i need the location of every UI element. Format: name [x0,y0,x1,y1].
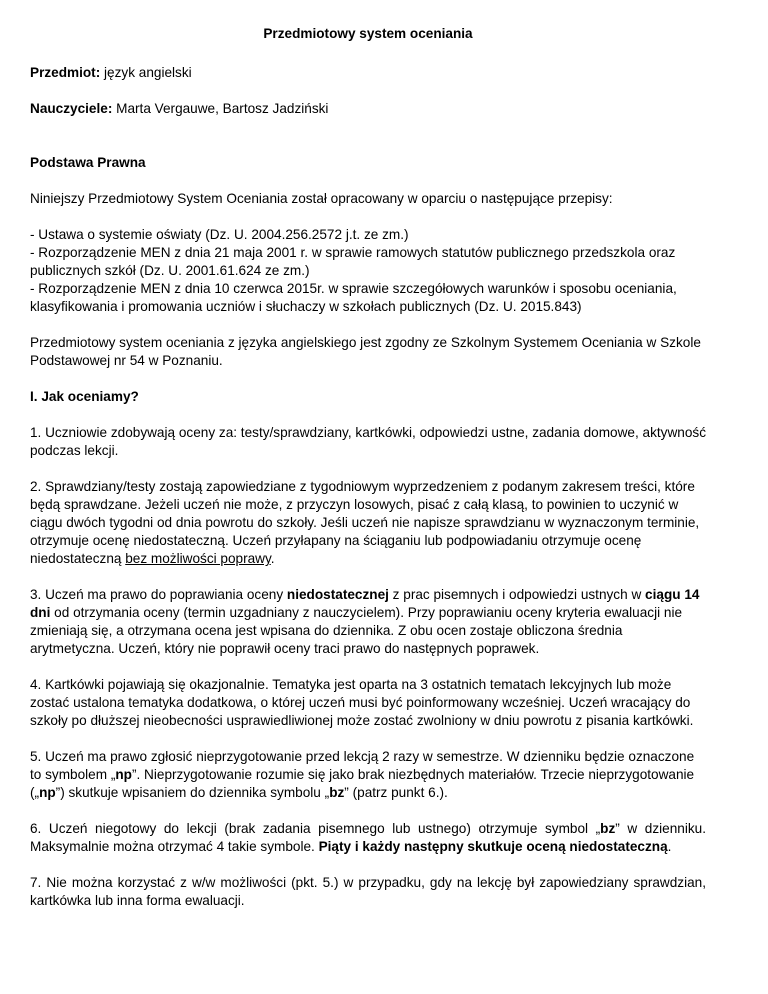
rule-6-bold: Piąty i każdy następny skutkuje oceną niedostateczną [318,839,668,854]
rule-6 [30,820,706,856]
rule-5-text-d: ” (patrz punkt 6.). [344,785,448,800]
rule-3-bold-b: ciągu 14 dni [30,587,700,620]
legal-intro: Niniejszy Przedmiotowy System Oceniania został opracowany w oparciu o następujące przepisy: [30,191,613,206]
compliance-paragraph: Przedmiotowy system oceniania z języka angielskiego jest zgodny ze Szkolnym Systemem Oceniania w Szkole Podstawowej nr 54 w Poznaniu. [30,335,701,368]
document-title: Przedmiotowy system oceniania [263,26,473,41]
rule-3 [30,586,706,658]
legal-list [30,226,706,316]
rule-5-symbol-np-2: np [39,785,56,800]
legal-heading [30,154,706,172]
rule-5 [30,748,706,802]
rule-2-end: . [270,551,275,566]
teachers-line [30,100,706,118]
rule-5-symbol-np: np [115,767,132,782]
subject-line [30,64,706,82]
rule-6-text-a: 6. Uczeń niegotowy do lekcji (brak zadania pisemnego lub ustnego) otrzymuje symbol „ [30,821,601,836]
rule-2 [30,478,706,568]
rule-5-symbol-bz: bz [329,785,345,800]
rule-3-bold-a: niedostatecznej [286,587,389,602]
rule-5-text-c: ”) skutkuje wpisaniem do dziennika symbolu „ [55,785,330,800]
rule-5-text-a: 5. Uczeń ma prawo zgłosić nieprzygotowanie przed lekcją 2 razy w semestrze. W dzienniku będzie oznaczone to symbolem „ [30,749,695,782]
rule-7: 7. Nie można korzystać z w/w możliwości (pkt. 5.) w przypadku, gdy na lekcję był zapowiedziany sprawdzian, kartkówka lub inna forma ewaluacji. [30,875,706,908]
rule-6-text-b: ” w dzienniku. Maksymalnie można otrzymać 4 takie symbole. [30,821,707,854]
legal-heading-text: Podstawa Prawna [30,155,146,170]
rule-6-symbol-bz: bz [600,821,616,836]
rule-2-underlined: bez możliwości poprawy [125,551,271,566]
rule-3-text-a: 3. Uczeń ma prawo do poprawiania oceny [30,587,287,602]
rule-2-text: 2. Sprawdziany/testy zostają zapowiedziane z tygodniowym wyprzedzeniem z podanym zakresem treści, które będą sprawdzane. Jeżeli uczeń nie może, z przyczyn losowych, pisać z całą klasą, to powinien to uczynić w ciągu dwóch tygodni od dnia powrotu do szkoły. Jeśli uczeń nie napisze sprawdzianu w wyznaczonym terminie, otrzymuje ocenę niedostateczną. Uczeń przyłapany na ściąganiu lub podpowiadaniu otrzymuje ocenę niedostateczną [30,479,700,566]
teachers-value: Marta Vergauwe, Bartosz Jadziński [112,101,329,116]
legal-item: - Ustawa o systemie oświaty (Dz. U. 2004.256.2572 j.t. ze zm.) [30,227,409,242]
legal-item: - Rozporządzenie MEN z dnia 10 czerwca 2015r. w sprawie szczegółowych warunków i sposobu oceniania, klasyfikowania i promowania uczniów i słuchaczy w szkołach publicznych (Dz. U. 2015.843) [30,281,677,314]
rule-3-text-b: z prac pisemnych i odpowiedzi ustnych w [388,587,646,602]
rule-1: 1. Uczniowie zdobywają oceny za: testy/sprawdziany, kartkówki, odpowiedzi ustne, zadania domowe, aktywność podczas lekcji. [30,425,706,458]
section1-heading [30,388,706,406]
rule-3-text-c: od otrzymania oceny (termin uzgadniany z nauczycielem). Przy poprawianiu oceny kryteria ewaluacji nie zmieniają się, a otrzymana ocena jest wpisana do dziennika. Z obu ocen zostaje obliczona średnia arytmetyczna. Uczeń, który nie poprawił oceny traci prawo do następnych poprawek. [30,605,683,656]
rule-5-text-b: ”. Nieprzygotowanie rozumie się jako brak niezbędnych materiałów. Trzecie nieprzygotowanie („ [30,767,695,800]
section1-heading-text: I. Jak oceniamy? [30,389,139,404]
subject-value: język angielski [100,65,192,80]
teachers-label: Nauczyciele: [30,101,113,116]
rule-4: 4. Kartkówki pojawiają się okazjonalnie. Tematyka jest oparta na 3 ostatnich tematach lekcyjnych lub może zostać ustalona tematyka dodatkowa, o której uczeń musi być poinformowany wcześniej. Uczeń wracający do szkoły po dłuższej nieobecności usprawiedliwionej może zostać zwolniony w dniu powrotu z pisania kartkówki. [30,677,694,728]
subject-label: Przedmiot: [30,65,101,80]
rule-6-end: . [667,839,672,854]
legal-item: - Rozporządzenie MEN z dnia 21 maja 2001 r. w sprawie ramowych statutów publicznego przedszkola oraz publicznych szkół (Dz. U. 2001.61.624 ze zm.) [30,245,676,278]
